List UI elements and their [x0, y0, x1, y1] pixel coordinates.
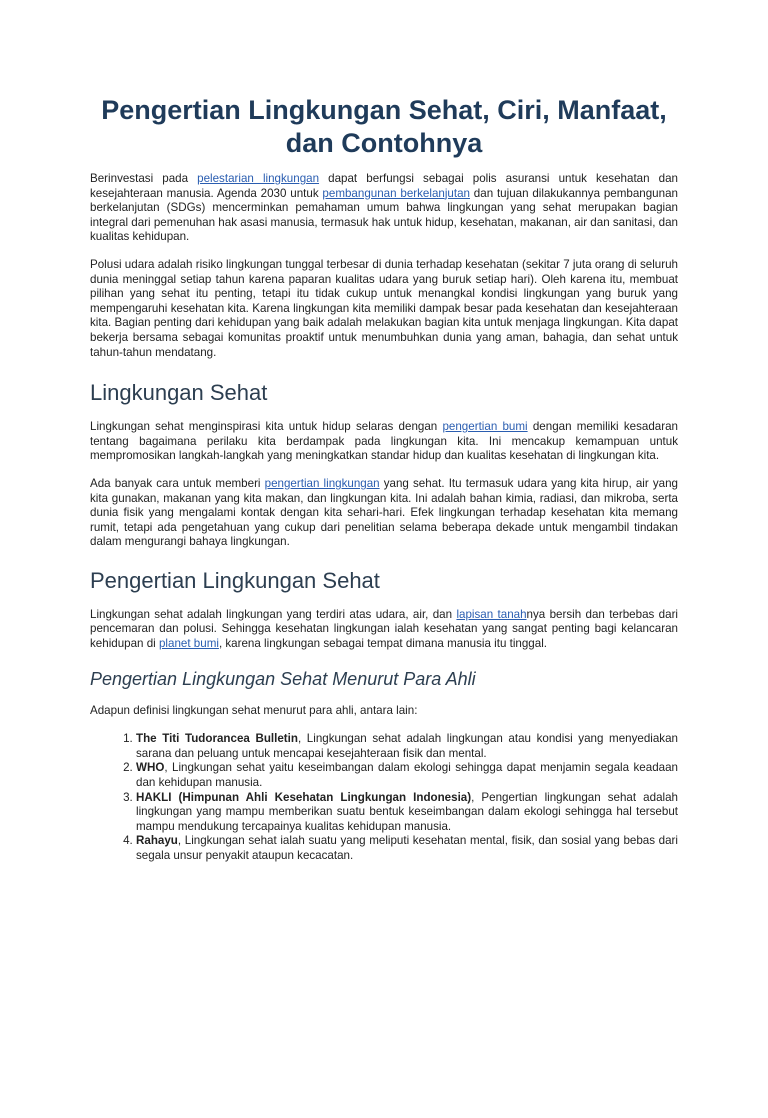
expert-name: HAKLI (Himpunan Ahli Kesehatan Lingkungan Indonesia): [136, 790, 472, 804]
link-pengertian-lingkungan[interactable]: pengertian lingkungan: [264, 476, 380, 490]
text-run: Lingkungan sehat menginspirasi kita untuk hidup selaras dengan: [90, 420, 443, 434]
text-run: dengan memiliki kesadaran tentang bagaimana perilaku kita berdampak pada lingkungan kita. Ini mencakup kemampuan untuk mempromosikan langkah-langkah yang meningkatkan standar hidup dan kualitas kesehatan di lingkungan kita.: [90, 420, 678, 463]
section2-paragraph-1: [90, 608, 678, 652]
link-planet-bumi[interactable]: planet bumi: [158, 637, 219, 651]
text-run: Ada banyak cara untuk memberi: [90, 476, 265, 490]
expert-name: WHO: [136, 761, 165, 775]
text-run: nya bersih dan terbebas dari pencemaran dan polusi. Sehingga kesehatan lingkungan ialah kesehatan yang sangat penting bagi kelancaran kehidupan di: [90, 607, 679, 651]
expert-name: The Titi Tudorancea Bulletin: [136, 732, 298, 746]
section1-paragraph-1: [90, 420, 678, 464]
list-item: [136, 732, 678, 761]
text-run: Berinvestasi pada: [90, 172, 198, 185]
text-run: yang sehat. Itu termasuk udara yang kita hirup, air yang kita gunakan, makanan yang kita makan, dan lingkungan kita. Ini adalah bahan kimia, radiasi, dan mikroba, serta dunia fisik yang mengalami kontak dengan kita sehari-hari. Efek lingkungan terhadap kesehatan kita memang rumit, tetapi ada pengetahuan yang cukup dari penelitian selama beberapa dekade untuk mengambil tindakan dalam mengurangi bahaya lingkungan.: [90, 476, 678, 549]
expert-definition: , Lingkungan sehat ialah suatu yang meliputi kesehatan mental, fisik, dan sosial yang bebas dari segala unsur penyakit ataupun kecacatan.: [136, 834, 678, 862]
link-lapisan-tanah[interactable]: lapisan tanah: [456, 607, 527, 621]
list-item: [136, 791, 678, 835]
section-heading-lingkungan-sehat: Lingkungan Sehat: [90, 380, 268, 406]
document-page: [0, 94, 768, 1118]
section-heading-menurut-para-ahli: Pengertian Lingkungan Sehat Menurut Para Ahli: [90, 668, 476, 689]
link-pembangunan-berkelanjutan[interactable]: pembangunan berkelanjutan: [322, 186, 470, 200]
text-run: , karena lingkungan sebagai tempat dimana manusia itu tinggal.: [218, 637, 547, 651]
expert-name: Rahayu: [136, 834, 178, 848]
link-pengertian-bumi[interactable]: pengertian bumi: [442, 420, 528, 434]
expert-definition: , Pengertian lingkungan sehat adalah lingkungan yang mampu memberikan suatu bentuk keseimbangan dalam ekologi sehingga hal tersebut mampu mendukung tercapainya kualitas kehidupan manusia.: [136, 790, 678, 833]
page-title: Pengertian Lingkungan Sehat, Ciri, Manfaat, dan Contohnya: [101, 95, 667, 158]
expert-definitions-list: [90, 732, 678, 863]
section3-intro: Adapun definisi lingkungan sehat menurut para ahli, antara lain:: [90, 703, 418, 717]
section-heading-pengertian-lingkungan-sehat: Pengertian Lingkungan Sehat: [90, 567, 380, 593]
section1-paragraph-2: [90, 477, 678, 550]
list-item: [136, 761, 678, 790]
link-pelestarian-lingkungan[interactable]: pelestarian lingkungan: [197, 172, 320, 185]
text-run: Lingkungan sehat adalah lingkungan yang terdiri atas udara, air, dan: [90, 607, 457, 621]
expert-definition: , Lingkungan sehat adalah lingkungan atau kondisi yang menyediakan sarana dan peluang untuk mencapai kesejahteraan fisik dan mental.: [136, 732, 678, 760]
text-run: dapat berfungsi sebagai polis asuransi untuk kesehatan dan kesejahteraan manusia. Agenda 2030 untuk: [90, 172, 678, 200]
intro-paragraph-2: Polusi udara adalah risiko lingkungan tunggal terbesar di dunia terhadap kesehatan (sekitar 7 juta orang di seluruh dunia meninggal setiap tahun karena paparan kualitas udara yang buruk setiap hari). Oleh karena itu, membuat pilihan yang sehat itu penting, tetapi itu tidak cukup untuk menangkal kondisi lingkungan yang buruk yang mempengaruhi kesehatan kita. Karena lingkungan kita memiliki dampak besar pada kesehatan dan kesejahteraan kita. Bagian penting dari kehidupan yang baik adalah melakukan bagian kita untuk menjaga lingkungan. Kita dapat bekerja bersama sebagai komunitas proaktif untuk menumbuhkan dunia yang aman, bahagia, dan sehat untuk tahun-tahun mendatang.: [90, 257, 678, 359]
list-item: [136, 834, 678, 863]
text-run: dan tujuan dilakukannya pembangunan berkelanjutan (SDGs) mencerminkan pemahaman umum bahwa lingkungan yang sehat merupakan bagian integral dari pemenuhan hak asasi manusia, termasuk hak untuk hidup, kesehatan, makanan, air dan sanitasi, dan kualitas kehidupan.: [90, 186, 678, 244]
expert-definition: , Lingkungan sehat yaitu keseimbangan dalam ekologi sehingga dapat menjamin segala keadaan dan kehidupan manusia.: [136, 761, 678, 790]
intro-paragraph-1: [90, 172, 678, 245]
